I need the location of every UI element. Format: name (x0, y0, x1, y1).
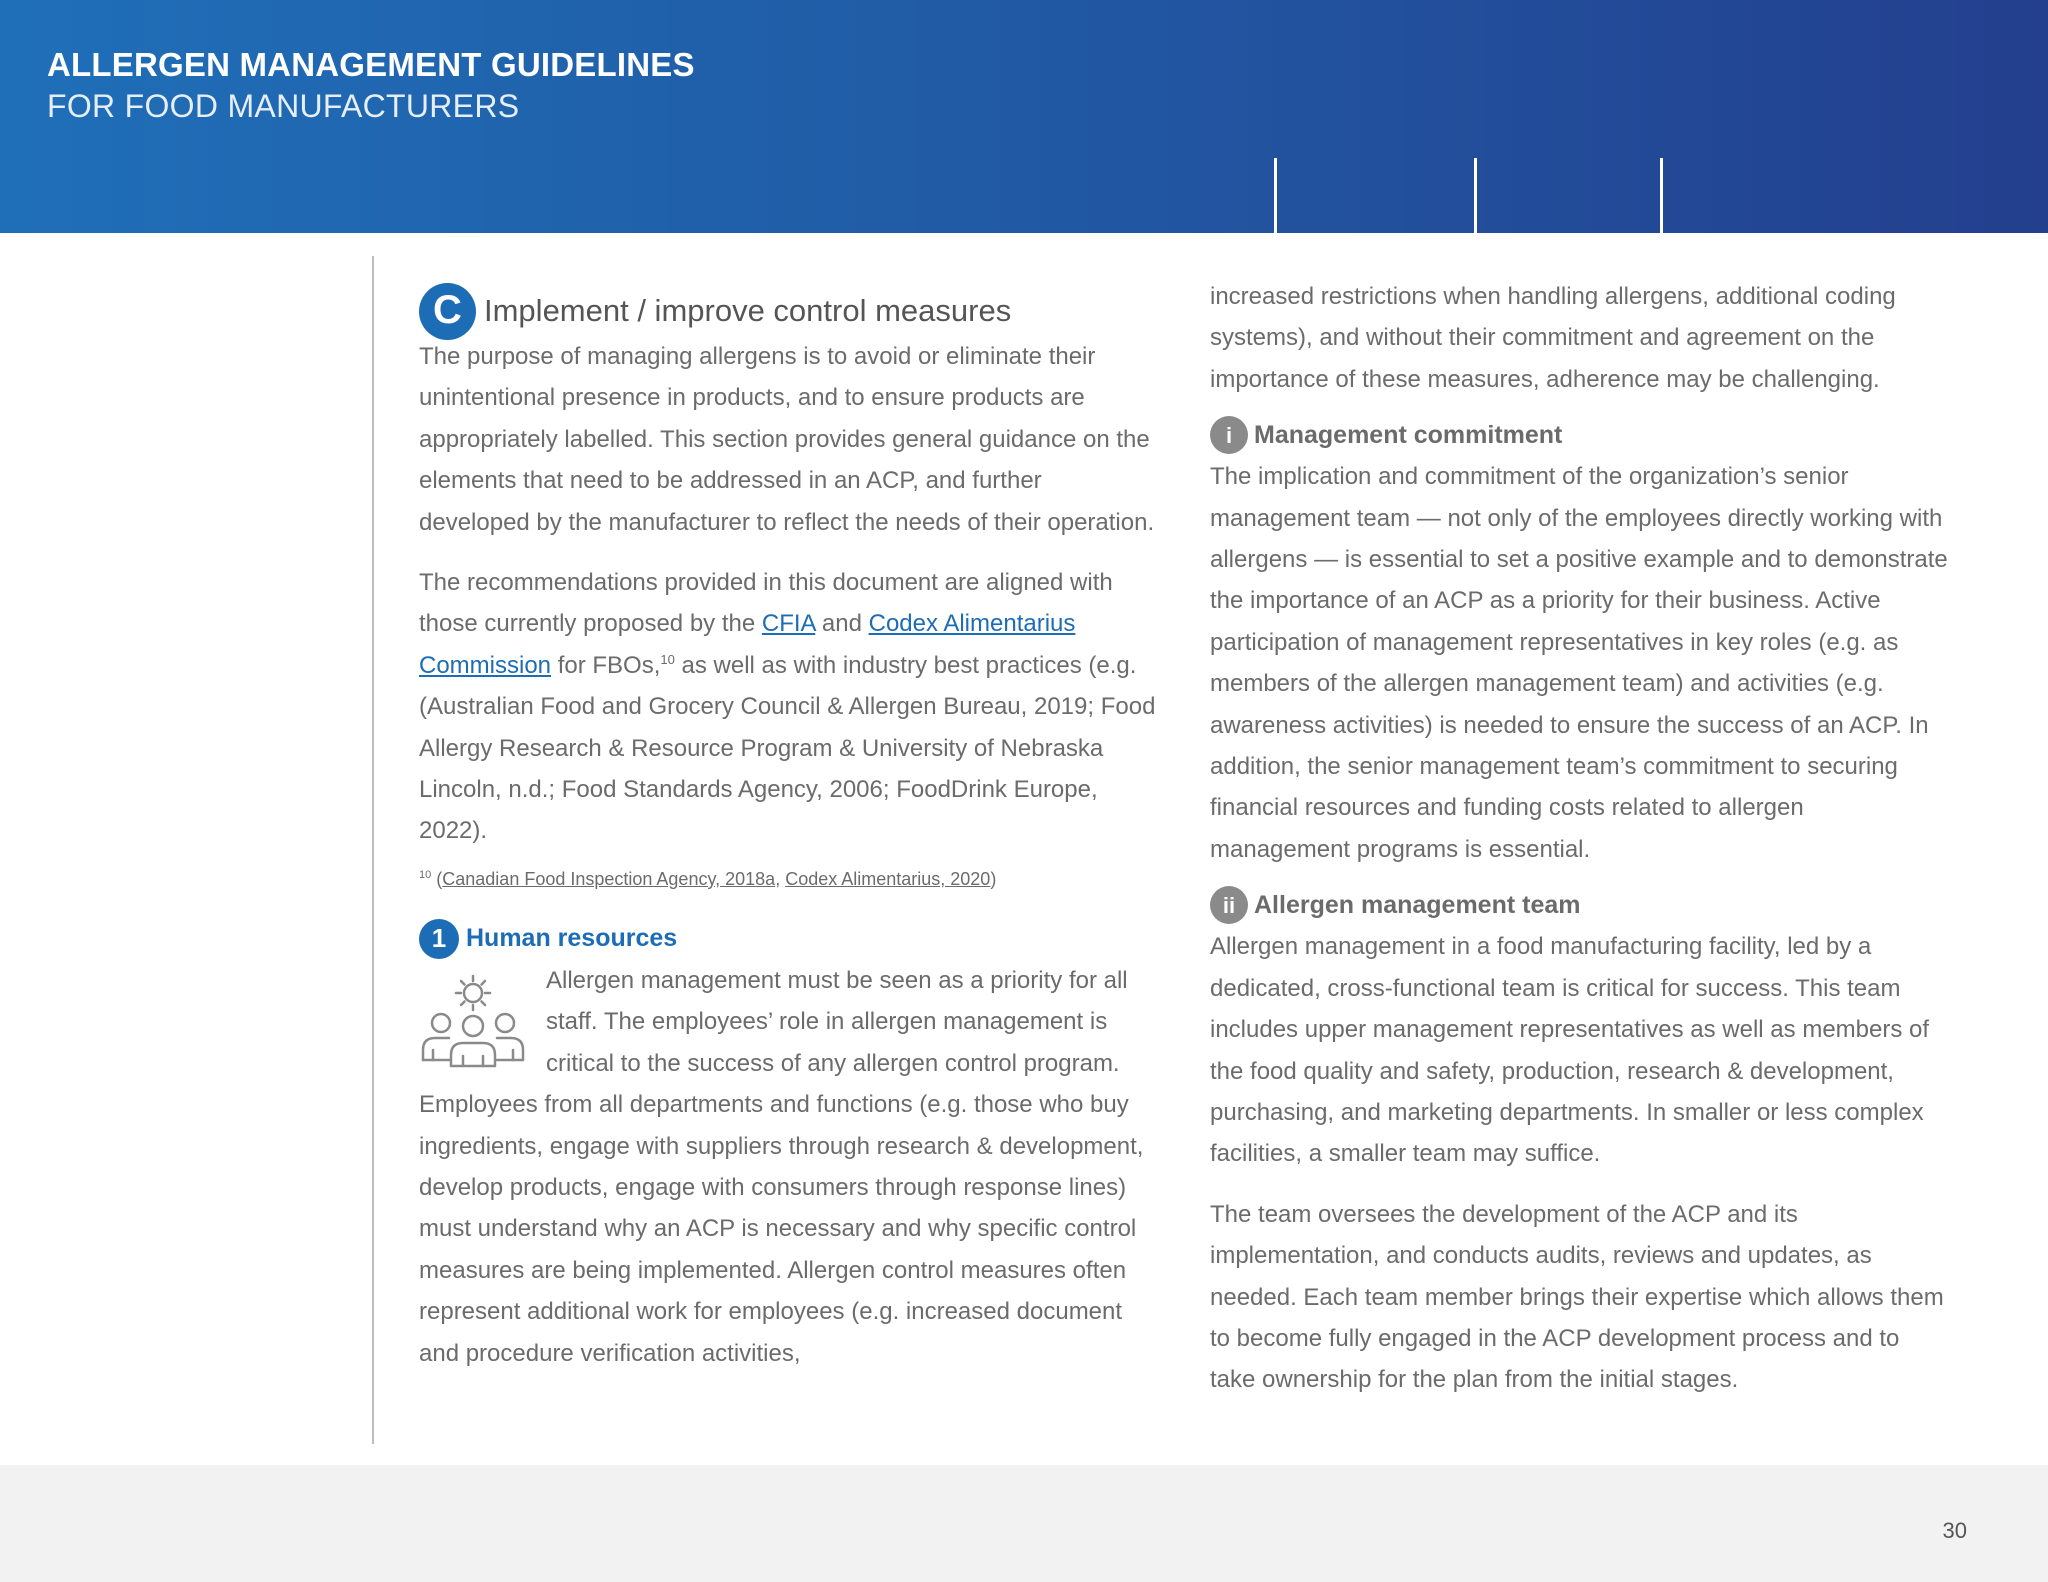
section-badge: C (419, 283, 476, 340)
left-column (419, 280, 1159, 1374)
hr-line: staff. The employees’ role in allergen management is (546, 1008, 1108, 1036)
team-oversight-paragraph: The team oversees the development of the ACP and its implementation, and conducts audits, reviews and updates, as needed. Each team member brings their expertise which allows them to become fully engaged in the ACP development process and to take ownership for the plan from the initial stages. (1210, 1200, 1944, 1394)
hr-intro-lines (419, 960, 1159, 1084)
recommendations-paragraph: The recommendations provided in this document are aligned with those currently proposed by the CFIA and Codex Alimentarius Commission for FBOs,$^{10}$ as well as with industry best practices (e.g. (Australian Food and Grocery Council & Allergen Bureau, 2019; Food Allergy Research & Resource Program & University of Nebraska Lincoln, n.d.; Food Standards Agency, 2006; FoodDrink Europe, 2022). (419, 569, 1156, 845)
footnote-marker: 10 (660, 651, 675, 667)
codex-link[interactable]: Codex Alimentarius Commission (419, 610, 1076, 679)
footnote: $^{10}$ (Canadian Food Inspection Agency, 2018a, Codex Alimentarius, 2020) (419, 868, 997, 889)
header-tab-divider (1474, 158, 1477, 233)
page-number: 30 (1942, 1518, 1967, 1543)
allergen-team-title: Allergen management team (1254, 890, 1581, 919)
hr-line: Allergen management must be seen as a priority for all (546, 966, 1128, 994)
page-header (0, 0, 2048, 233)
people-gear-icon (419, 966, 527, 1076)
hr-paragraph: Employees from all departments and functions (e.g. those who buy ingredients, engage with suppliers through research & development, develop products, engage with consumers through response lines) must understand why an ACP is necessary and why specific control measures are being implemented. Allergen control measures often represent additional work for employees (e.g. increased document and procedure verification activities, (419, 1091, 1144, 1367)
page-footer (0, 1465, 2048, 1582)
human-resources-heading (419, 918, 1159, 960)
roman-badge: i (1210, 416, 1248, 454)
header-tab-divider (1274, 158, 1277, 233)
header-title: ALLERGEN MANAGEMENT GUIDELINES (47, 46, 695, 83)
continuation-paragraph: increased restrictions when handling allergens, additional coding systems), and without their commitment and agreement on the importance of these measures, adherence may be challenging. (1210, 283, 1896, 393)
allergen-team-paragraph: Allergen management in a food manufacturing facility, led by a dedicated, cross-functional team is critical for success. This team includes upper management representatives as well as members of the food quality and safety, production, research & development, purchasing, and marketing departments. In smaller or less complex facilities, a smaller team may suffice. (1210, 933, 1930, 1168)
header-subtitle: FOR FOOD MANUFACTURERS (47, 88, 520, 124)
footnote-ref-codex[interactable]: Codex Alimentarius, 2020 (785, 868, 991, 889)
cfia-link[interactable]: CFIA (761, 610, 816, 638)
vertical-rule (372, 256, 374, 1444)
human-resources-block (419, 960, 1159, 1374)
header-tab-divider (1660, 158, 1663, 233)
section-heading (419, 280, 1159, 342)
human-resources-title: Human resources (466, 924, 678, 953)
management-commitment-heading (1210, 414, 1950, 456)
section-title: Implement / improve control measures (484, 293, 1012, 329)
management-commitment-paragraph: The implication and commitment of the organization’s senior management team — not only of the employees directly working with allergens — is essential to set a positive example and to demonstrate the importance of an ACP as a priority for their business. Active participation of management representatives in key roles (e.g. as members of the allergen management team) and activities (e.g. awareness activities) is needed to ensure the success of an ACP. In addition, the senior management team’s commitment to securing financial resources and funding costs related to allergen management programs is essential. (1210, 463, 1948, 863)
intro-paragraph: The purpose of managing allergens is to avoid or eliminate their unintentional presence in products, and to ensure products are appropriately labelled. This section provides general guidance on the elements that need to be addressed in an ACP, and further developed by the manufacturer to reflect the needs of their operation. (419, 343, 1155, 536)
management-commitment-title: Management commitment (1254, 420, 1563, 449)
right-column (1210, 276, 1950, 1401)
roman-badge: ii (1210, 886, 1248, 924)
number-badge: 1 (419, 919, 459, 959)
hr-line: critical to the success of any allergen control program. (546, 1049, 1120, 1077)
allergen-team-heading (1210, 884, 1950, 926)
footnote-ref-cfia[interactable]: Canadian Food Inspection Agency, 2018a (442, 868, 776, 889)
